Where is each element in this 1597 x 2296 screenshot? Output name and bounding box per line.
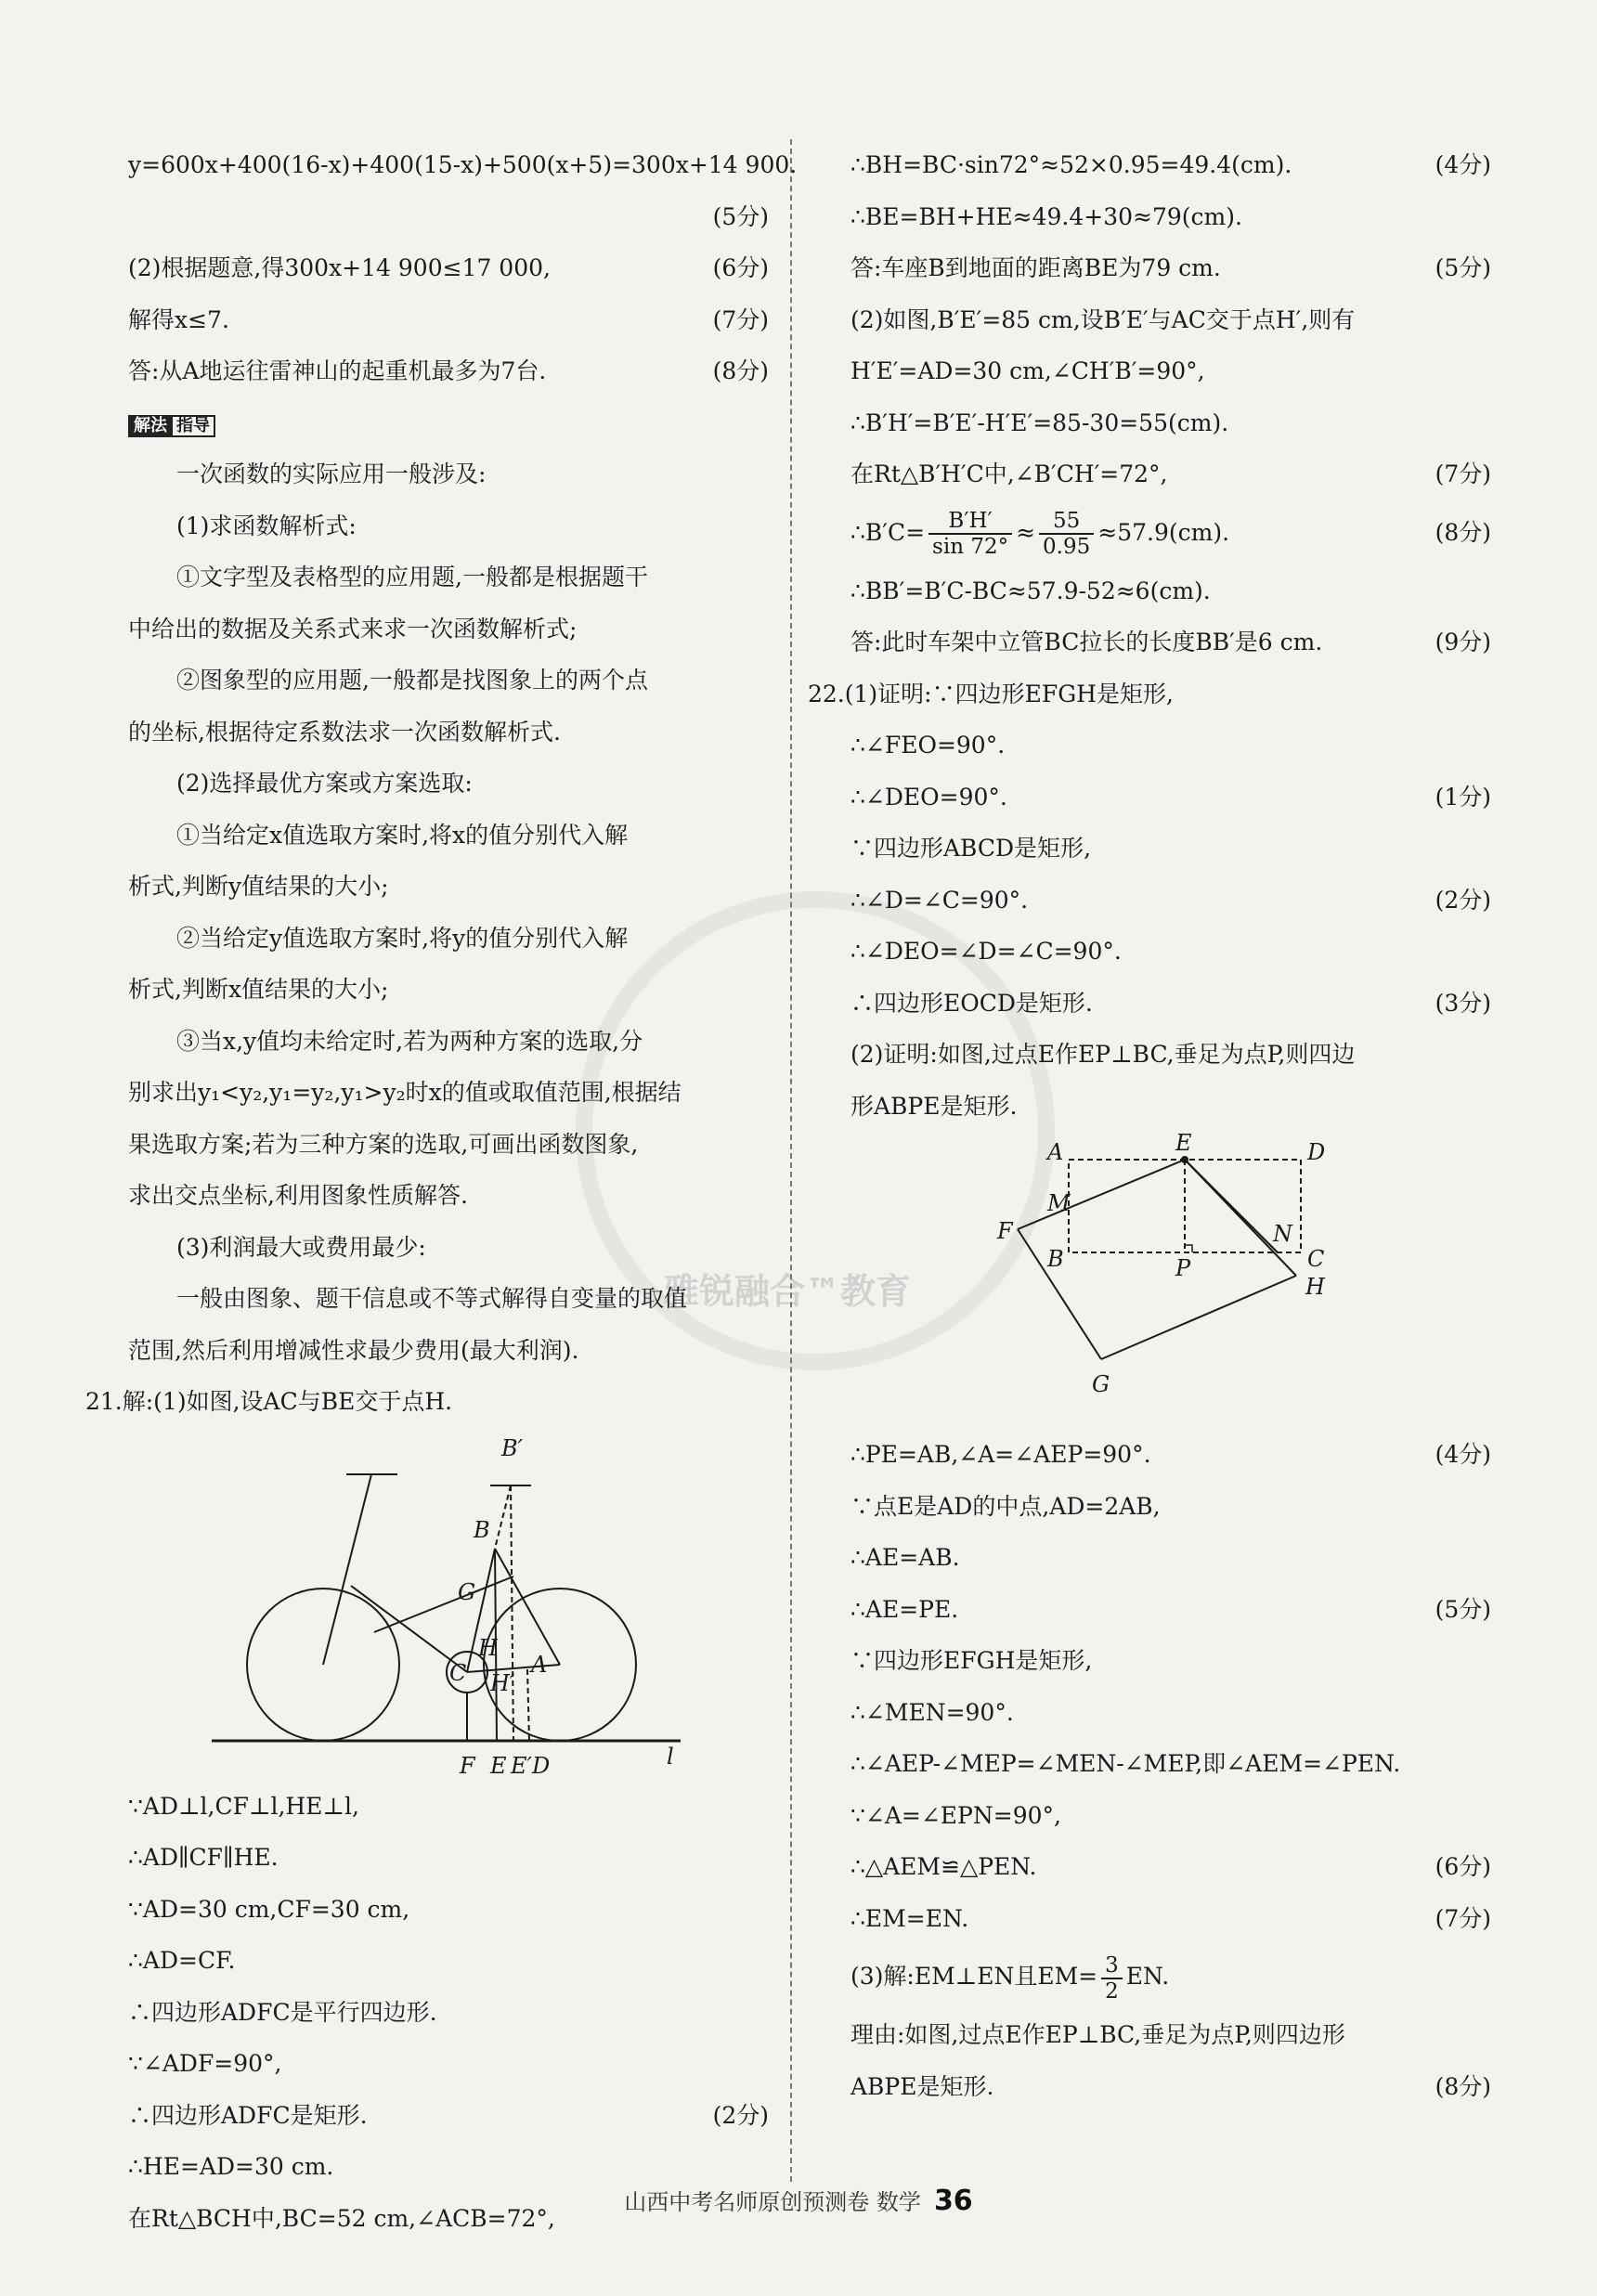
line-text: ∴B′H′=B′E′-H′E′=85-30=55(cm).	[850, 409, 1229, 436]
fraction-3-2: $\frac{3}{2}$	[1101, 1953, 1123, 2004]
line-text: ∵∠A=∠EPN=90°,	[850, 1801, 1061, 1829]
bicycle-figure	[128, 1428, 769, 1781]
text-line	[850, 565, 1491, 617]
line-text: 在Rt△BCH中,BC=52 cm,∠ACB=72°,	[128, 2204, 555, 2232]
text-line	[128, 1222, 769, 1274]
text-line	[128, 913, 769, 965]
text-line	[850, 823, 1491, 875]
score: (5分)	[712, 202, 769, 230]
line-text: ∴PE=AB,∠A=∠AEP=90°.	[850, 1441, 1151, 1468]
line-text: ①当给定x值选取方案时,将x的值分别代入解	[176, 821, 629, 849]
text-line	[128, 758, 769, 810]
rectangle-diagram	[990, 1132, 1510, 1429]
text-line	[128, 1119, 769, 1171]
line-text: ∴∠DEO=90°.	[850, 783, 1007, 811]
text-line	[128, 139, 798, 191]
text-line	[850, 397, 1491, 449]
score: (6分)	[1435, 1853, 1491, 1880]
score: (6分)	[712, 254, 769, 281]
label-a: A	[1047, 1139, 1064, 1165]
text-line	[850, 1429, 1491, 1481]
line-text: 析式,判断y值结果的大小;	[128, 873, 389, 900]
line-text: ∵点E是AD的中点,AD=2AB,	[850, 1492, 1161, 1520]
score: (1分)	[1435, 783, 1491, 811]
line-text: 理由:如图,过点E作EP⊥BC,垂足为点P,则四边形	[850, 2021, 1345, 2048]
text-line	[128, 1781, 769, 1833]
line-text: ∵四边形EFGH是矩形,	[850, 1647, 1093, 1674]
page-footer	[0, 2184, 1597, 2217]
label-a: A	[531, 1651, 548, 1678]
line-text: ∴AE=PE.	[850, 1595, 959, 1623]
text-line	[850, 2061, 1491, 2113]
text-line	[128, 242, 769, 294]
line-text: y=600x+400(16-x)+400(15-x)+500(x+5)=300x+14 900.	[128, 151, 798, 178]
line-text: ②当给定y值选取方案时,将y的值分别代入解	[176, 924, 629, 952]
line-text: ∴EM=EN.	[850, 1904, 969, 1932]
text-line	[128, 1987, 769, 2039]
line-text: 一般由图象、题干信息或不等式解得自变量的取值	[176, 1285, 688, 1312]
line-text: ∴HE=AD=30 cm.	[128, 2153, 334, 2180]
score: (4分)	[1435, 151, 1491, 178]
text-line	[850, 294, 1491, 346]
text-line	[850, 720, 1491, 772]
text-line	[850, 1893, 1491, 1945]
text-line	[128, 603, 769, 655]
line-text: ∴∠D=∠C=90°.	[850, 886, 1029, 914]
score: (7分)	[1435, 460, 1491, 487]
page-number: 36	[933, 2185, 973, 2217]
line-text: ∴AD=CF.	[128, 1947, 236, 1974]
line-text: ∴∠DEO=∠D=∠C=90°.	[850, 938, 1122, 965]
line-text: 形ABPE是矩形.	[850, 1092, 1018, 1120]
text-line	[850, 191, 1491, 243]
text-line	[128, 191, 769, 243]
label-l: l	[667, 1743, 674, 1770]
text-line	[128, 448, 769, 500]
label-b: B	[474, 1516, 490, 1543]
line-text: 的坐标,根据待定系数法求一次函数解析式.	[128, 718, 561, 746]
label-c: C	[449, 1659, 467, 1686]
q21-heading: 21.解:(1)如图,设AC与BE交于点H.	[85, 1388, 453, 1415]
text-line	[850, 1635, 1491, 1687]
text-line	[128, 2038, 769, 2090]
line-text: ∵AD=30 cm,CF=30 cm,	[128, 1895, 410, 1923]
label-n: N	[1273, 1221, 1292, 1247]
line-text: ∵∠ADF=90°,	[128, 2050, 282, 2077]
line-text: ∴△AEM≌△PEN.	[850, 1853, 1037, 1880]
text-line	[850, 1841, 1491, 1893]
line-text: ∴四边形ADFC是平行四边形.	[128, 1998, 437, 2026]
line-text: 22.(1)证明:∵四边形EFGH是矩形,	[808, 680, 1174, 707]
score: (4分)	[1435, 1441, 1491, 1468]
fraction-2: $\frac{55}{0.95}$	[1039, 509, 1094, 559]
label-b-prime: B′	[501, 1434, 524, 1461]
label-h: H	[478, 1634, 498, 1661]
line-text: ∴AE=AB.	[850, 1544, 960, 1571]
fraction-1: $\frac{B'H'}{\sin 72^\circ}$	[928, 509, 1012, 559]
text-line	[850, 1687, 1491, 1739]
right-column	[808, 139, 1491, 2112]
text-line	[850, 139, 1491, 191]
text-line	[850, 1081, 1491, 1133]
line-text: ②图象型的应用题,一般都是找图象上的两个点	[176, 667, 648, 694]
line-text: ∴BE=BH+HE≈49.4+30≈79(cm).	[850, 202, 1242, 230]
line-text: (2)如图,B′E′=85 cm,设B′E′与AC交于点H′,则有	[850, 305, 1356, 333]
label-e-prime-d: E′D	[511, 1752, 551, 1779]
line-text: 果选取方案;若为三种方案的选取,可画出函数图象,	[128, 1130, 639, 1158]
line-text: ∴∠AEP-∠MEP=∠MEN-∠MEP,即∠AEM=∠PEN.	[850, 1750, 1401, 1777]
line-text: ∴∠MEN=90°.	[850, 1698, 1014, 1726]
line-text: ABPE是矩形.	[850, 2072, 994, 2100]
line-text: 答:车座B到地面的距离BE为79 cm.	[850, 254, 1221, 281]
line-text: H′E′=AD=30 cm,∠CH′B′=90°,	[850, 357, 1205, 384]
text-line	[808, 668, 1491, 720]
method-tag-part2: 指导	[171, 415, 215, 437]
line-text: 答:此时车架中立管BC拉长的长度BB′是6 cm.	[850, 629, 1323, 655]
line-text: 解得x≤7.	[128, 305, 229, 333]
text-line	[850, 1584, 1491, 1636]
text-line	[850, 875, 1491, 927]
label-f: F	[460, 1752, 475, 1779]
score: (5分)	[1435, 1595, 1491, 1623]
score: (3分)	[1435, 989, 1491, 1017]
text-line	[128, 1832, 769, 1884]
label-h-prime: H′	[490, 1669, 515, 1696]
label-p: P	[1175, 1255, 1191, 1281]
bicycle-diagram	[212, 1428, 732, 1781]
fraction-line: ∴B′C= $\frac{B'H'}{\sin 72^\circ}$ ≈ $\frac{55}{0.95}$ ≈57.9(cm). (8分)	[850, 500, 1491, 565]
text-line	[128, 551, 769, 603]
rectangle-figure	[850, 1132, 1491, 1429]
score: (8分)	[712, 357, 769, 384]
line-text: ∴四边形EOCD是矩形.	[850, 989, 1093, 1017]
line-text: 别求出y₁<y₂,y₁=y₂,y₁>y₂时x的值或取值范围,根据结	[128, 1079, 682, 1106]
column-divider	[790, 139, 792, 2182]
frac-rhs: ≈57.9(cm).	[1097, 518, 1230, 546]
score: (8分)	[1435, 2072, 1491, 2100]
text-line	[128, 1170, 769, 1222]
text-line	[850, 772, 1491, 824]
text-line	[850, 978, 1491, 1030]
line-text: ∴四边形ADFC是矩形.	[128, 2101, 368, 2129]
text-line	[850, 448, 1491, 500]
score: (8分)	[1435, 518, 1491, 546]
text-line	[850, 616, 1491, 668]
label-m: M	[1047, 1190, 1071, 1216]
frac-lhs: ∴B′C=	[850, 518, 926, 546]
q22-part3: (3)解:EM⊥EN且EM= $\frac{3}{2}$ EN.	[850, 1952, 1170, 2004]
method-tag-part1: 解法	[128, 415, 173, 437]
label-e: E	[490, 1752, 507, 1779]
line-text: ∴BB′=B′C-BC≈57.9-52≈6(cm).	[850, 577, 1211, 604]
line-text: 一次函数的实际应用一般涉及:	[176, 460, 487, 487]
watermark-text: 雅锐融合™教育	[664, 1271, 912, 1312]
line-text: 析式,判断x值结果的大小;	[128, 976, 389, 1003]
line-text: ∵四边形ABCD是矩形,	[850, 835, 1092, 862]
text-line	[850, 926, 1491, 978]
label-f: F	[997, 1218, 1013, 1244]
line-text: (2)根据题意,得300x+14 900≤17 000,	[128, 254, 551, 281]
line-text: ③当x,y值均未给定时,若为两种方案的选取,分	[176, 1027, 643, 1055]
line-text: 中给出的数据及关系式来求一次函数解析式;	[128, 615, 578, 642]
text-line	[128, 1273, 769, 1325]
label-g: G	[458, 1578, 476, 1605]
line-text: ∴BH=BC·sin72°≈52×0.95=49.4(cm).	[850, 151, 1292, 178]
text-line	[128, 1325, 769, 1377]
text-line	[128, 861, 769, 913]
line-text: 范围,然后利用增减性求最少费用(最大利润).	[128, 1336, 579, 1364]
line-text: (2)选择最优方案或方案选取:	[176, 770, 473, 797]
text-line	[128, 1884, 769, 1936]
label-b: B	[1047, 1246, 1064, 1272]
label-e: E	[1175, 1132, 1192, 1156]
text-line	[850, 1532, 1491, 1584]
score: (2分)	[712, 2101, 769, 2129]
line-text: (3)利润最大或费用最少:	[176, 1233, 426, 1261]
text-line	[128, 810, 769, 862]
text-line	[850, 345, 1491, 397]
text-line	[128, 294, 769, 346]
text-line	[128, 964, 769, 1016]
text-line	[128, 2090, 769, 2142]
score: (2分)	[1435, 886, 1491, 914]
line-text: 答:从A地运往雷神山的起重机最多为7台.	[128, 357, 547, 384]
text-line	[128, 1935, 769, 1987]
text-line	[850, 1790, 1491, 1842]
text-line	[128, 655, 769, 707]
text-line	[850, 1481, 1491, 1533]
text-line	[128, 1016, 769, 1068]
line-text: 求出交点坐标,利用图象性质解答.	[128, 1182, 468, 1209]
score: (9分)	[1435, 629, 1491, 655]
score: (5分)	[1435, 254, 1491, 281]
line-text: (2)证明:如图,过点E作EP⊥BC,垂足为点P,则四边	[850, 1041, 1356, 1068]
line-text: ∴∠FEO=90°.	[850, 732, 1006, 759]
text-line	[850, 242, 1491, 294]
line-text: ①文字型及表格型的应用题,一般都是根据题干	[176, 564, 648, 590]
text-line	[128, 1067, 769, 1119]
label-c: C	[1307, 1246, 1325, 1272]
label-g: G	[1092, 1371, 1110, 1397]
text-line	[850, 1738, 1491, 1790]
text-line	[128, 500, 769, 552]
score: (7分)	[712, 305, 769, 333]
text-line	[128, 707, 769, 759]
footer-title: 山西中考名师原创预测卷 数学	[624, 2189, 921, 2215]
line-text: 在Rt△B′H′C中,∠B′CH′=72°,	[850, 460, 1168, 487]
line-text: ∵AD⊥l,CF⊥l,HE⊥l,	[128, 1792, 359, 1820]
text-line	[850, 2009, 1491, 2061]
label-d: D	[1307, 1139, 1326, 1165]
line-text: (1)求函数解析式:	[176, 512, 357, 539]
text-line	[850, 1029, 1491, 1081]
score: (7分)	[1435, 1904, 1491, 1932]
line-text: ∴AD∥CF∥HE.	[128, 1844, 279, 1871]
text-line	[128, 345, 769, 397]
label-h: H	[1305, 1274, 1325, 1300]
method-guide-tag	[128, 397, 769, 449]
